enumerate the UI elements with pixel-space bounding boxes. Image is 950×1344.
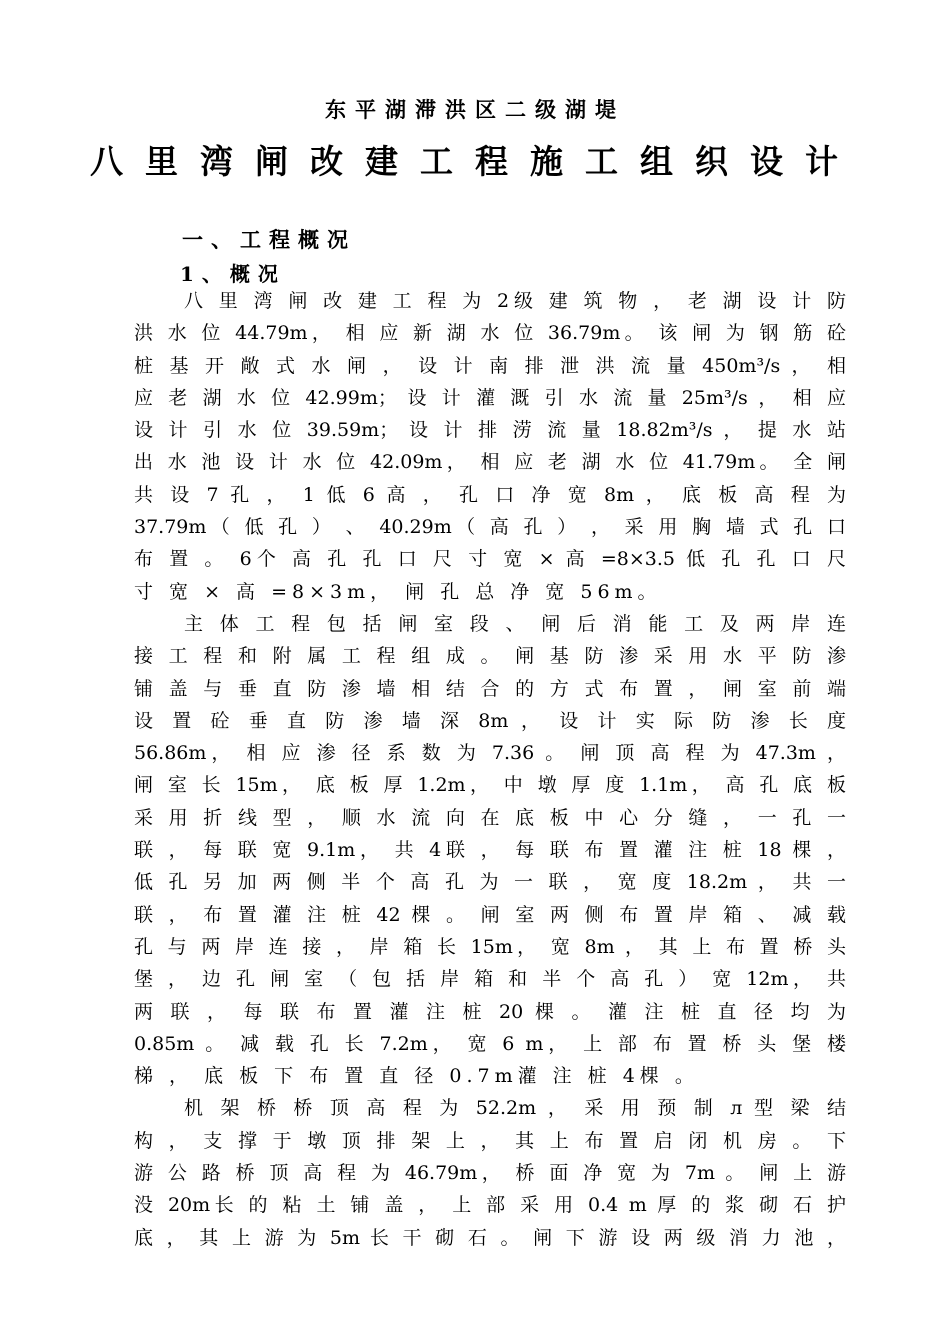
paragraph-line: 游 公 路 桥 顶 高 程 为 46.79m， 桥 面 净 宽 为 7m 。 闸 上 游 <box>134 1162 846 1185</box>
paragraph-line: 设 置 砼 垂 直 防 渗 墙 深 8m ， 设 计 实 际 防 渗 长 度 <box>134 709 846 732</box>
paragraph-line: 寸 宽 × 高 =8×3m， 闸 孔 总 净 宽 56m。 <box>134 580 662 603</box>
body-text <box>134 285 846 1254</box>
paragraph-line: 0.85m 。 减 载 孔 长 7.2m， 宽 6 m， 上 部 布 置 桥 头 堡 楼 <box>134 1032 846 1055</box>
document-title: 八里湾闸改建工程施工组织设计 <box>90 142 860 181</box>
paragraph-line: 闸 室 长 15m， 底 板 厚 1.2m， 中 墩 厚 度 1.1m， 高 孔 底 板 <box>134 774 846 797</box>
paragraph-line: 联 ， 每 联 宽 9.1m， 共 4联 ， 每 联 布 置 灌 注 桩 18 棵 ， <box>134 839 846 862</box>
paragraph-line: 设 计 引 水 位 39.59m； 设 计 排 涝 流 量 18.82m³/s ， 提 水 站 <box>134 419 846 442</box>
paragraph-line: 洪 水 位 44.79m， 相 应 新 湖 水 位 36.79m。 该 闸 为 钢 筋 砼 <box>134 322 846 345</box>
paragraph-line: 八 里 湾 闸 改 建 工 程 为 2级 建 筑 物 ， 老 湖 设 计 防 <box>184 290 846 312</box>
paragraph-line: 梯 ， 底 板 下 布 置 直 径 0.7m灌 注 桩 4棵 。 <box>134 1065 699 1088</box>
paragraph-line: 底 ， 其 上 游 为 5m 长 干 砌 石 。 闸 下 游 设 两 级 消 力 池 ， <box>134 1226 846 1249</box>
paragraph-line: 孔 与 两 岸 连 接 ， 岸 箱 长 15m， 宽 8m ， 其 上 布 置 桥 头 <box>134 935 846 958</box>
paragraph-line: 构 ， 支 撑 于 墩 顶 排 架 上 ， 其 上 布 置 启 闭 机 房 。 下 <box>134 1129 846 1152</box>
paragraph-line: 没 20m长 的 粘 土 铺 盖 ， 上 部 采 用 0.4 m 厚 的 浆 砌 石 护 <box>134 1194 846 1217</box>
paragraph-line: 桩 基 开 敞 式 水 闸 ， 设 计 南 排 泄 洪 流 量 450m³/s ， 相 <box>134 354 846 377</box>
paragraph-line: 两 联 ， 每 联 布 置 灌 注 桩 20 棵 。 灌 注 桩 直 径 均 为 <box>134 1000 846 1023</box>
section-heading: 一、工程概况 <box>182 227 356 252</box>
paragraph-line: 铺 盖 与 垂 直 防 渗 墙 相 结 合 的 方 式 布 置 ， 闸 室 前 端 <box>134 677 846 700</box>
paragraph-line: 共 设 7 孔 ， 1 低 6 高 ， 孔 口 净 宽 8m ， 底 板 高 程 为 <box>134 483 846 506</box>
paragraph-line: 应 老 湖 水 位 42.99m； 设 计 灌 溉 引 水 流 量 25m³/s ， 相 应 <box>134 386 846 409</box>
paragraph-line: 低 孔 另 加 两 侧 半 个 高 孔 为 一 联 ， 宽 度 18.2m ， 共 一 <box>134 871 846 894</box>
paragraph-line: 37.79m（ 低 孔 ） 、 40.29m（ 高 孔 ） ， 采 用 胸 墙 式 孔 口 <box>134 516 846 539</box>
subsection-heading: 1、概况 <box>180 262 286 286</box>
paragraph-line: 采 用 折 线 型 ， 顺 水 流 向 在 底 板 中 心 分 缝 ， 一 孔 一 <box>134 806 846 829</box>
paragraph-line: 接 工 程 和 附 属 工 程 组 成 。 闸 基 防 渗 采 用 水 平 防 渗 <box>134 645 846 668</box>
paragraph-line: 主 体 工 程 包 括 闸 室 段 、 闸 后 消 能 工 及 两 岸 连 <box>184 612 846 635</box>
document-supertitle: 东平湖滞洪区二级湖堤 <box>325 97 625 122</box>
paragraph-line: 机 架 桥 桥 顶 高 程 为 52.2m ， 采 用 预 制 л 型 梁 结 <box>184 1097 846 1120</box>
paragraph-line: 堡 ， 边 孔 闸 室 （ 包 括 岸 箱 和 半 个 高 孔 ） 宽 12m， 共 <box>134 968 846 991</box>
paragraph-line: 出 水 池 设 计 水 位 42.09m， 相 应 老 湖 水 位 41.79m。 全 闸 <box>134 451 846 474</box>
paragraph-line: 56.86m， 相 应 渗 径 系 数 为 7.36 。 闸 顶 高 程 为 47.3m ， <box>134 742 846 765</box>
paragraph-line: 布 置 。 6个 高 孔 孔 口 尺 寸 宽 × 高 =8×3.5 低 孔 孔 口 尺 <box>134 548 846 571</box>
paragraph-line: 联 ， 布 置 灌 注 桩 42 棵 。 闸 室 两 侧 布 置 岸 箱 、 减 载 <box>134 903 846 926</box>
